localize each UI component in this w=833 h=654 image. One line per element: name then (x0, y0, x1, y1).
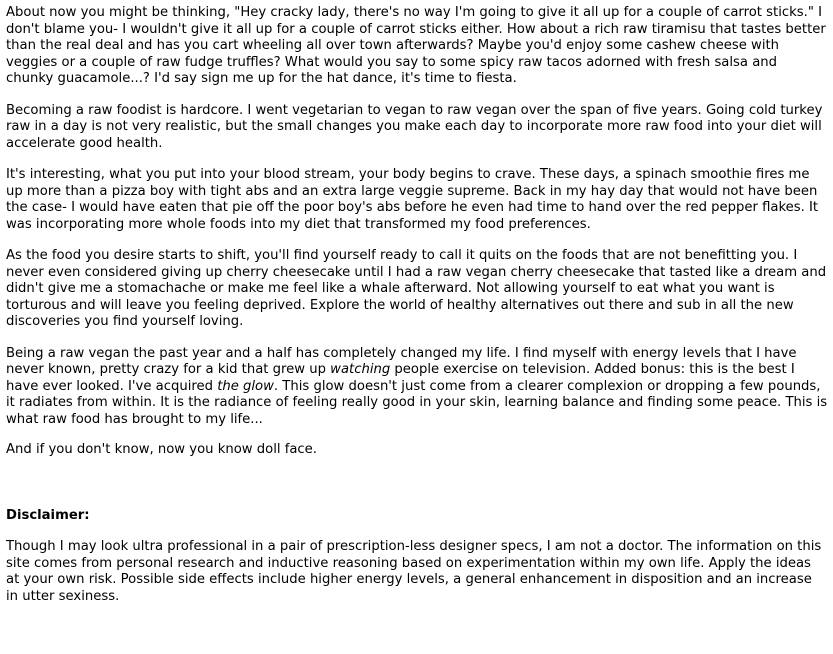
disclaimer-text: Though I may look ultra professional in a pair of prescription-less designer specs, I am not a doctor. The information on this site comes from personal research and inductive reasoning based on experimentation within my own life. Apply the ideas at your own risk. Possible side effects include higher energy levels, a general enhancement in disposition and an increase in utter sexiness. (6, 539, 822, 604)
paragraph-life-changed (6, 346, 828, 429)
section-spacer (6, 474, 828, 508)
paragraph-becoming-raw-foodist: Becoming a raw foodist is hardcore. I went vegetarian to vegan to raw vegan over the span of five years. Going cold turkey raw in a day is not very realistic, but the small changes you make each day to incorporate more raw food into your diet will accelerate good health. (6, 102, 823, 151)
paragraph-food-desire-shift: As the food you desire starts to shift, you'll find yourself ready to call it quits on the foods that are not benefitting you. I never even considered giving up cherry cheesecake until I had a raw vegan cherry cheesecake that tasted like a dream and didn't give me a stomachache or make me feel like a whale afterward. Not allowing yourself to eat what you want is torturous and will leave you feeling deprived. Explore the world of healthy alternatives out there and sub in all the new discoveries you find yourself loving. (6, 248, 827, 329)
paragraph-text: . This glow doesn't just come from a clearer complexion or dropping a few pounds, it radiates from within. It is the radiance of feeling really good in your skin, learning balance and finding some peace. This is what raw food has brought to my life... (6, 378, 828, 427)
emphasis-watching: watching (330, 362, 391, 377)
emphasis-the-glow: the glow (217, 378, 274, 394)
article-body (6, 5, 828, 620)
paragraph-text: people exercise on television. Added bonus: this is the best I have ever looked. I've acquired (6, 362, 795, 394)
paragraph-text: Being a raw vegan the past year and a half has completely changed my life. I find myself with energy levels that I have never known, pretty crazy for a kid that grew up (6, 345, 797, 377)
paragraph-tempting-raw-food: About now you might be thinking, "Hey cracky lady, there's no way I'm going to give it all up for a couple of carrot sticks." I don't blame you- I wouldn't give it all up for a couple of carrot sticks either. How about a rich raw tiramisu that tastes better than the real deal and has you cart wheeling all over town afterwards? Maybe you'd enjoy some cashew cheese with veggies or a couple of raw fudge truffles? What would you say to some spicy raw tacos adorned with fresh salsa and chunky guacamole...? I'd say sign me up for the hat dance, it's time to fiesta. (6, 5, 826, 86)
disclaimer-heading: Disclaimer: (6, 507, 90, 523)
paragraph-body-cravings: It's interesting, what you put into your blood stream, your body begins to crave. These days, a spinach smoothie fires me up more than a pizza boy with tight abs and an extra large veggie supreme. Back in my hay day that would not have been the case- I would have eaten that pie off the poor boy's abs before he even had time to hand over the red pepper flakes. It was incorporating more whole foods into my diet that transformed my food preferences. (6, 167, 819, 232)
paragraph-closing-line: And if you don't know, now you know doll face. (6, 442, 317, 457)
